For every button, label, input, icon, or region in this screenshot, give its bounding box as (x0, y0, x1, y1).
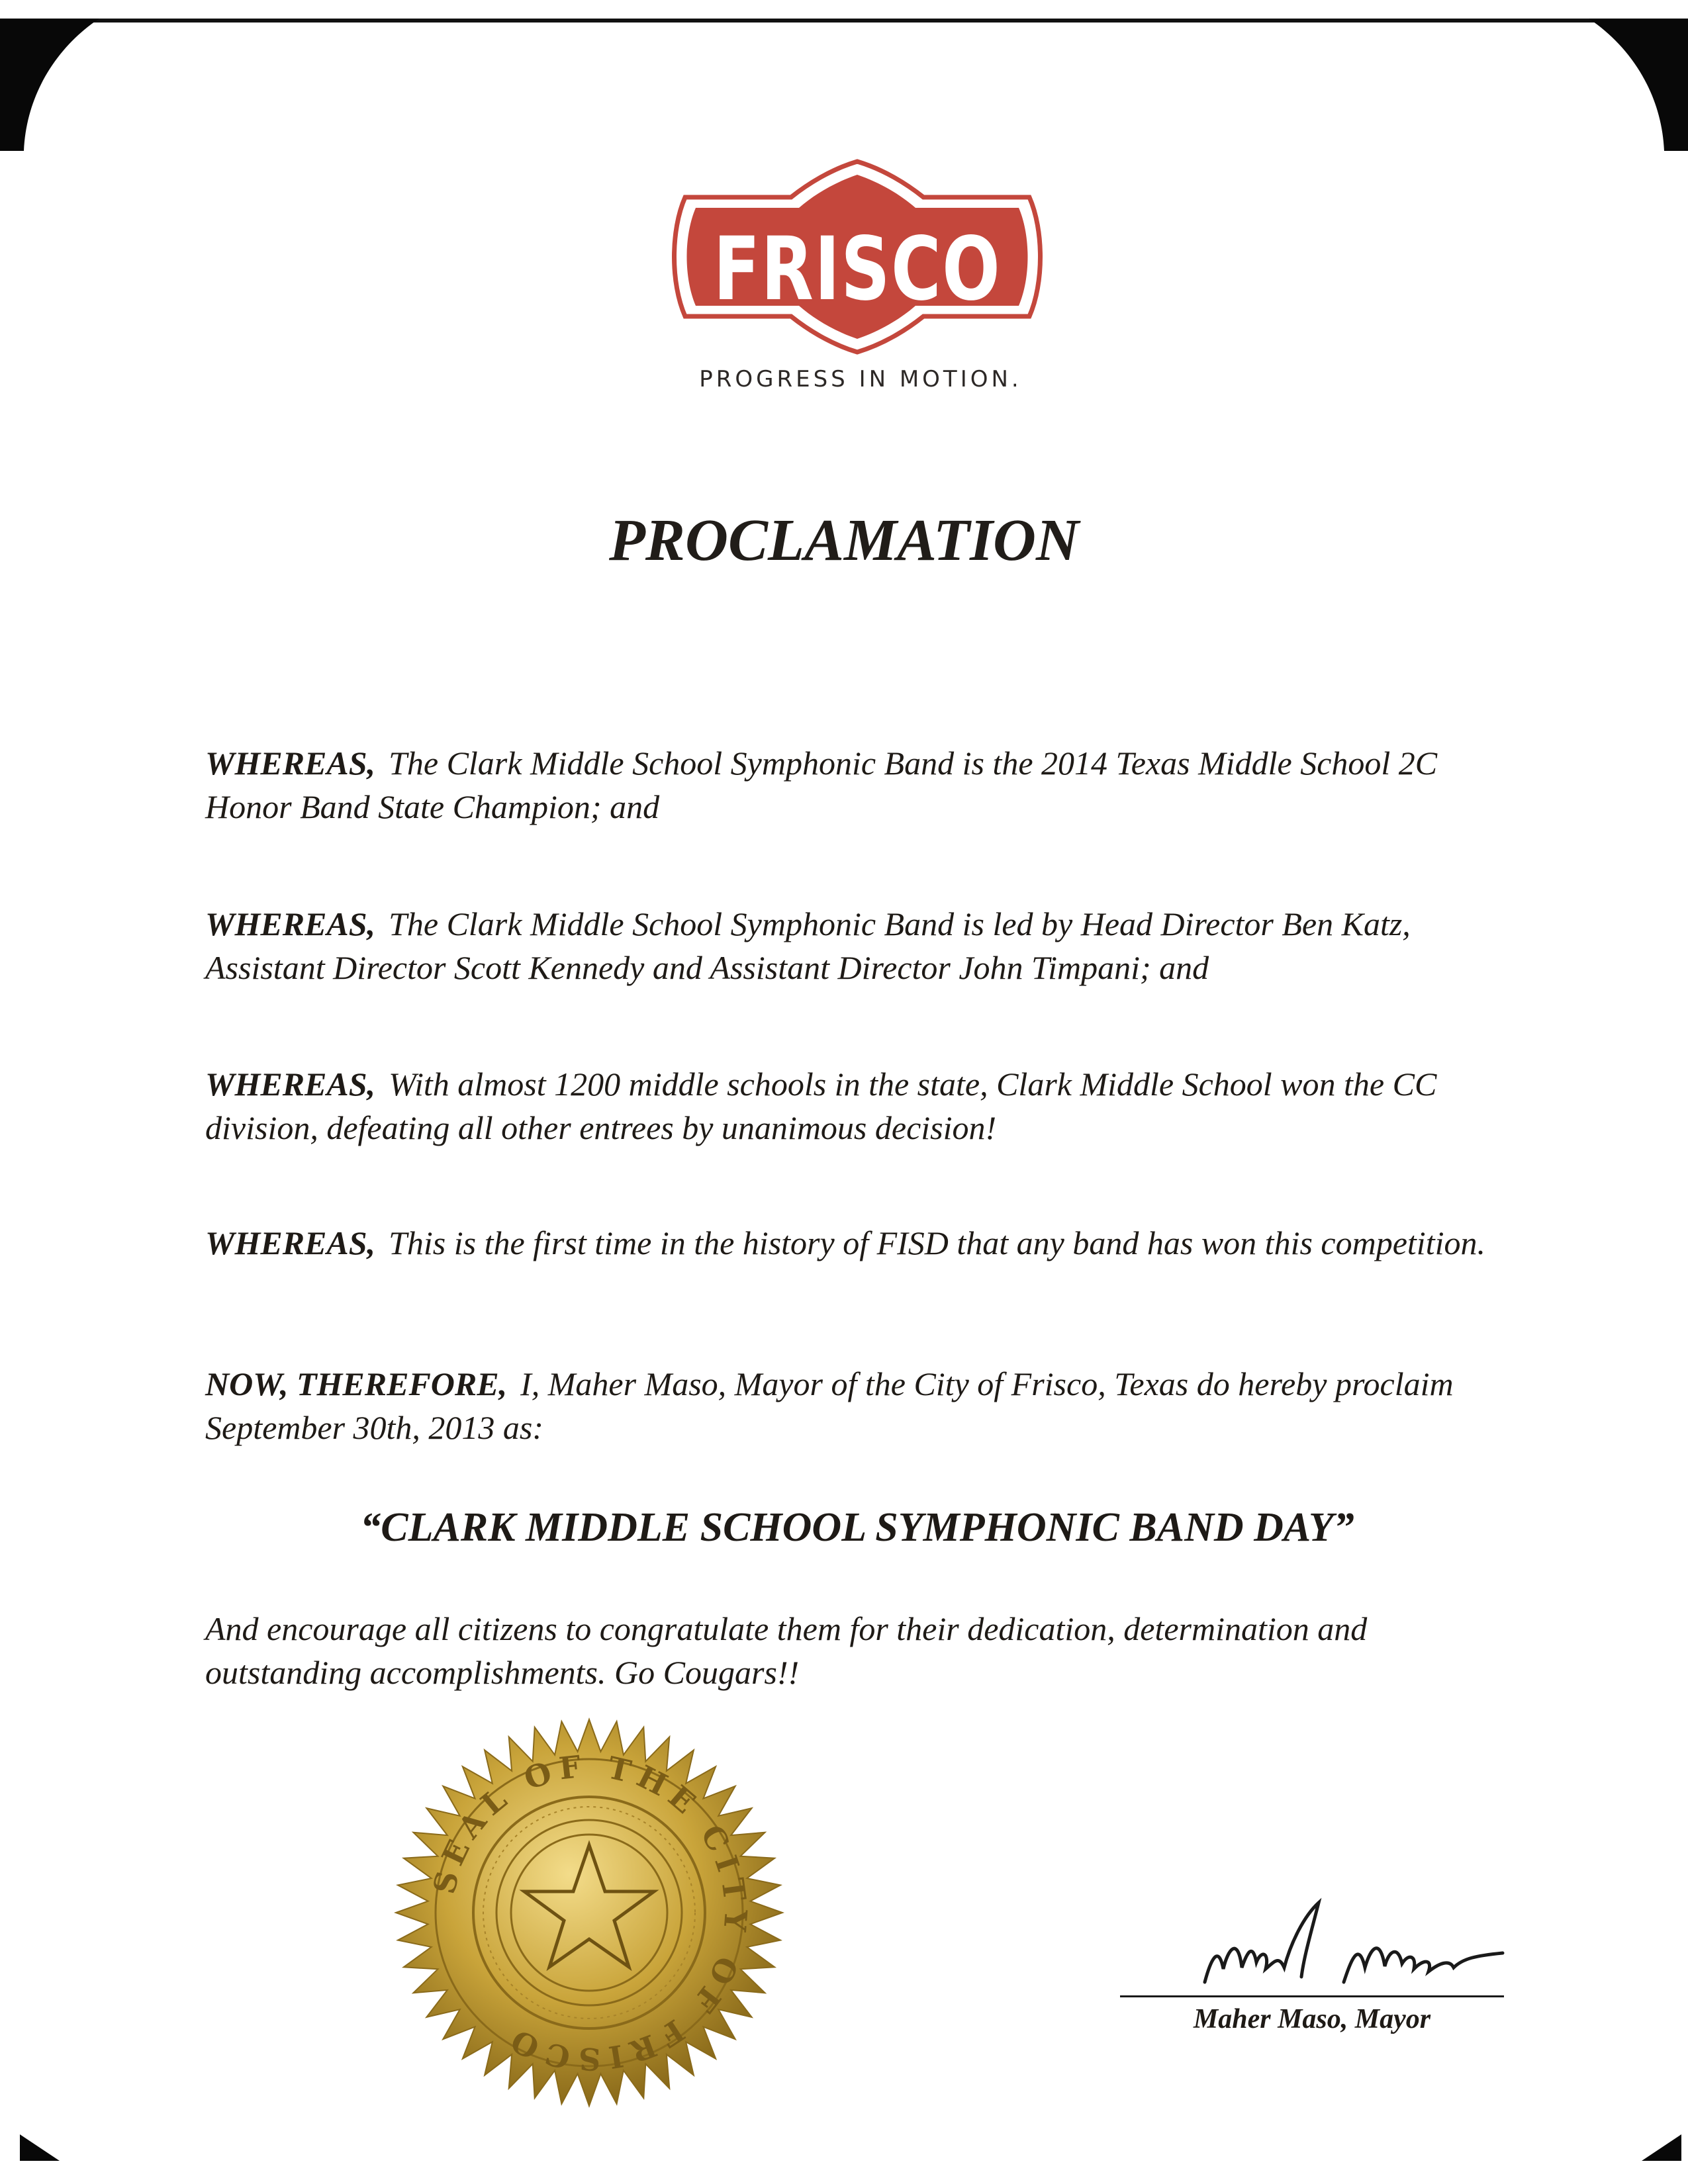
therefore-keyword: NOW, THEREFORE, (205, 1365, 508, 1402)
logo-tagline: PROGRESS IN MOTION. (699, 366, 1022, 392)
seal-inscription: SEAL OF THE CITY OF FRISCO (426, 1748, 754, 2077)
document-title: PROCLAMATION (608, 508, 1080, 573)
therefore-paragraph (205, 1362, 1509, 1449)
whereas-keyword: WHEREAS, (205, 1224, 376, 1261)
whereas-paragraph (205, 1221, 1509, 1265)
whereas-keyword: WHEREAS, (205, 905, 376, 942)
whereas-text: This is the first time in the history of FISD that any band has won this competition. (389, 1224, 1485, 1261)
proclaimed-day: “CLARK MIDDLE SCHOOL SYMPHONIC BAND DAY” (360, 1505, 1354, 1550)
photo-corner-bottom-left (20, 2134, 60, 2161)
whereas-paragraph (205, 1062, 1509, 1150)
mayor-signature (1192, 1889, 1523, 2005)
whereas-paragraph (205, 741, 1509, 829)
whereas-text: The Clark Middle School Symphonic Band is led by Head Director Ben Katz, Assistant Director Scott Kennedy and Assistant Director John Timpani; and (205, 905, 1411, 986)
closing-paragraph: And encourage all citizens to congratulate them for their dedication, determination and outstanding accomplishments. Go Cougars!! (205, 1610, 1368, 1691)
gold-city-seal (391, 1714, 788, 2111)
photo-corner-bottom-right (1642, 2134, 1681, 2161)
logo-wordmark: FRISCO (713, 218, 1002, 320)
whereas-keyword: WHEREAS, (205, 1066, 376, 1103)
signature-caption: Maher Maso, Mayor (1193, 2004, 1431, 2034)
signature-line (1120, 1995, 1504, 1997)
whereas-text: The Clark Middle School Symphonic Band is the 2014 Texas Middle School 2C Honor Band State Champion; and (205, 745, 1438, 825)
whereas-paragraph (205, 902, 1509, 989)
whereas-keyword: WHEREAS, (205, 745, 376, 782)
whereas-text: With almost 1200 middle schools in the state, Clark Middle School won the CC division, defeating all other entrees by unanimous decision! (205, 1066, 1437, 1146)
photo-corner-top-right (1589, 19, 1688, 151)
photo-corner-top-left (0, 19, 99, 151)
scan-top-edge (0, 19, 1688, 23)
seal-graphic (391, 1714, 788, 2111)
therefore-text: I, Maher Maso, Mayor of the City of Frisco, Texas do hereby proclaim September 30th, 2013 as: (205, 1365, 1454, 1446)
